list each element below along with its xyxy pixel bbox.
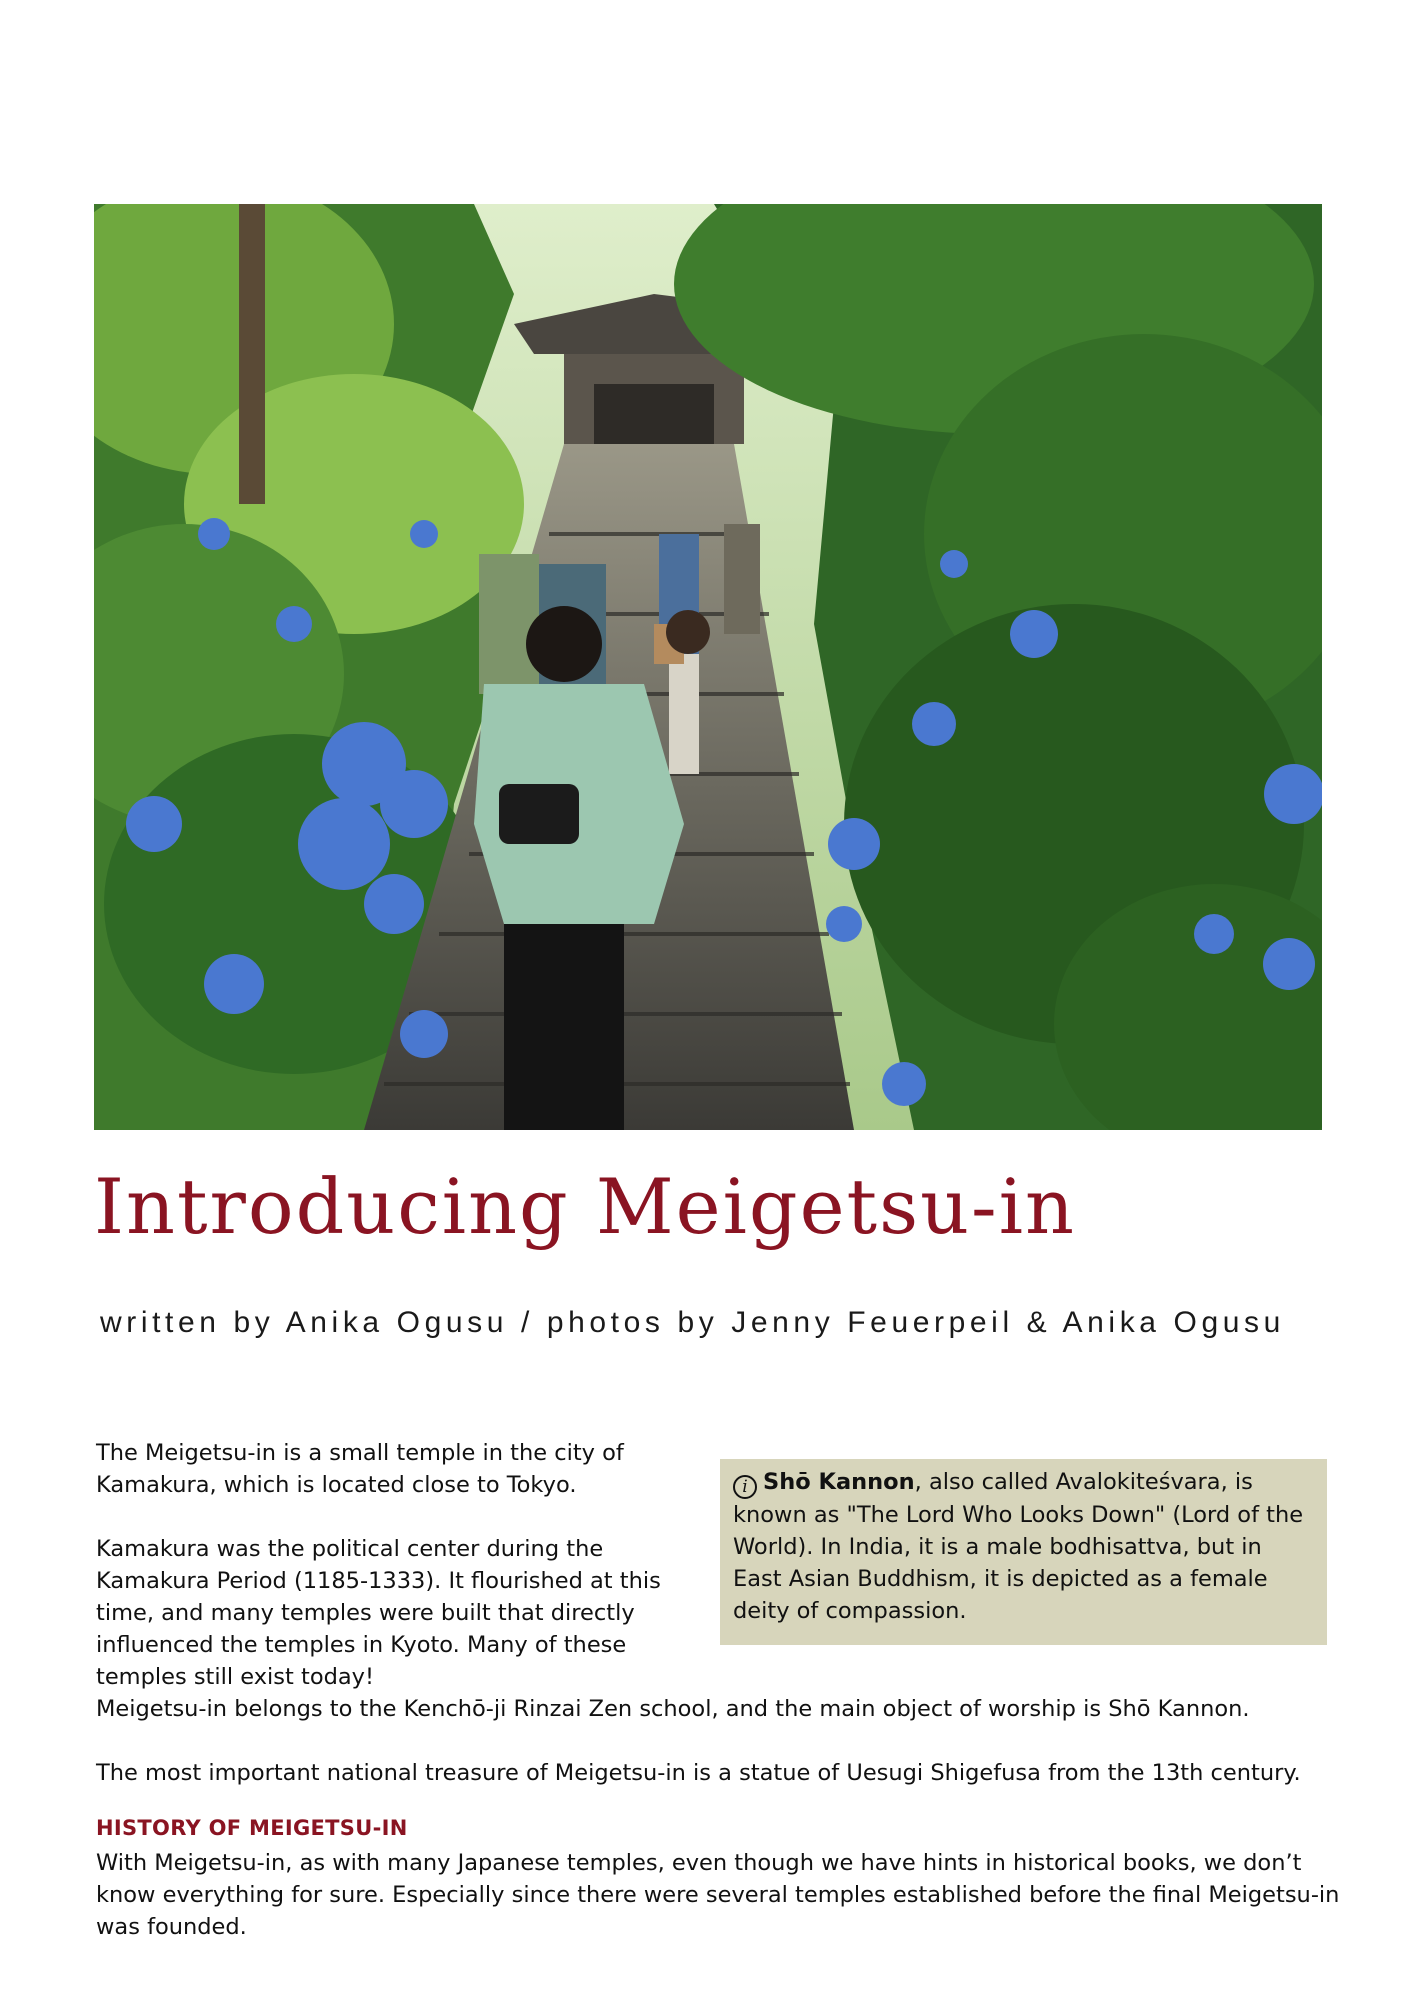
section-heading: HISTORY OF MEIGETSU-IN [96, 1816, 408, 1840]
intro-paragraph: The Meigetsu-in is a small temple in the city of Kamakura, which is located close to Tokyo. [96, 1440, 624, 1498]
byline: written by Anika Ogusu / photos by Jenny Feuerpeil & Anika Ogusu [100, 1306, 1285, 1339]
info-box-description: , also called Avalokiteśvara, is known as "The Lord Who Looks Down" (Lord of the World). In India, it is a male bodhisattva, but in East Asian Buddhism, it is depicted as a female deity of compassion. [733, 1469, 1304, 1624]
info-box [720, 1459, 1327, 1645]
article-title: Introducing Meigetsu-in [94, 1162, 1076, 1251]
school-paragraph: Meigetsu-in belongs to the Kenchō-ji Rinzai Zen school, and the main object of worship is Shō Kannon. [96, 1696, 1250, 1722]
stone-staircase-with-hydrangeas-photo [94, 204, 1322, 1130]
info-icon: i [733, 1475, 757, 1499]
header-photo [94, 204, 1322, 1130]
info-box-text [733, 1466, 1317, 1627]
treasure-paragraph: The most important national treasure of Meigetsu-in is a statue of Uesugi Shigefusa from the 13th century. [96, 1760, 1301, 1786]
info-box-term: Shō Kannon [763, 1469, 915, 1495]
kamakura-paragraph: Kamakura was the political center during the Kamakura Period (1185-1333). It flourished at this time, and many temples were built that directly influenced the temples in Kyoto. Many of these temples still exist today! [96, 1536, 661, 1690]
history-paragraph: With Meigetsu-in, as with many Japanese temples, even though we have hints in historical books, we don’t know everything for sure. Especially since there were several temples established before the final Meigetsu-in was founded. [96, 1850, 1340, 1940]
